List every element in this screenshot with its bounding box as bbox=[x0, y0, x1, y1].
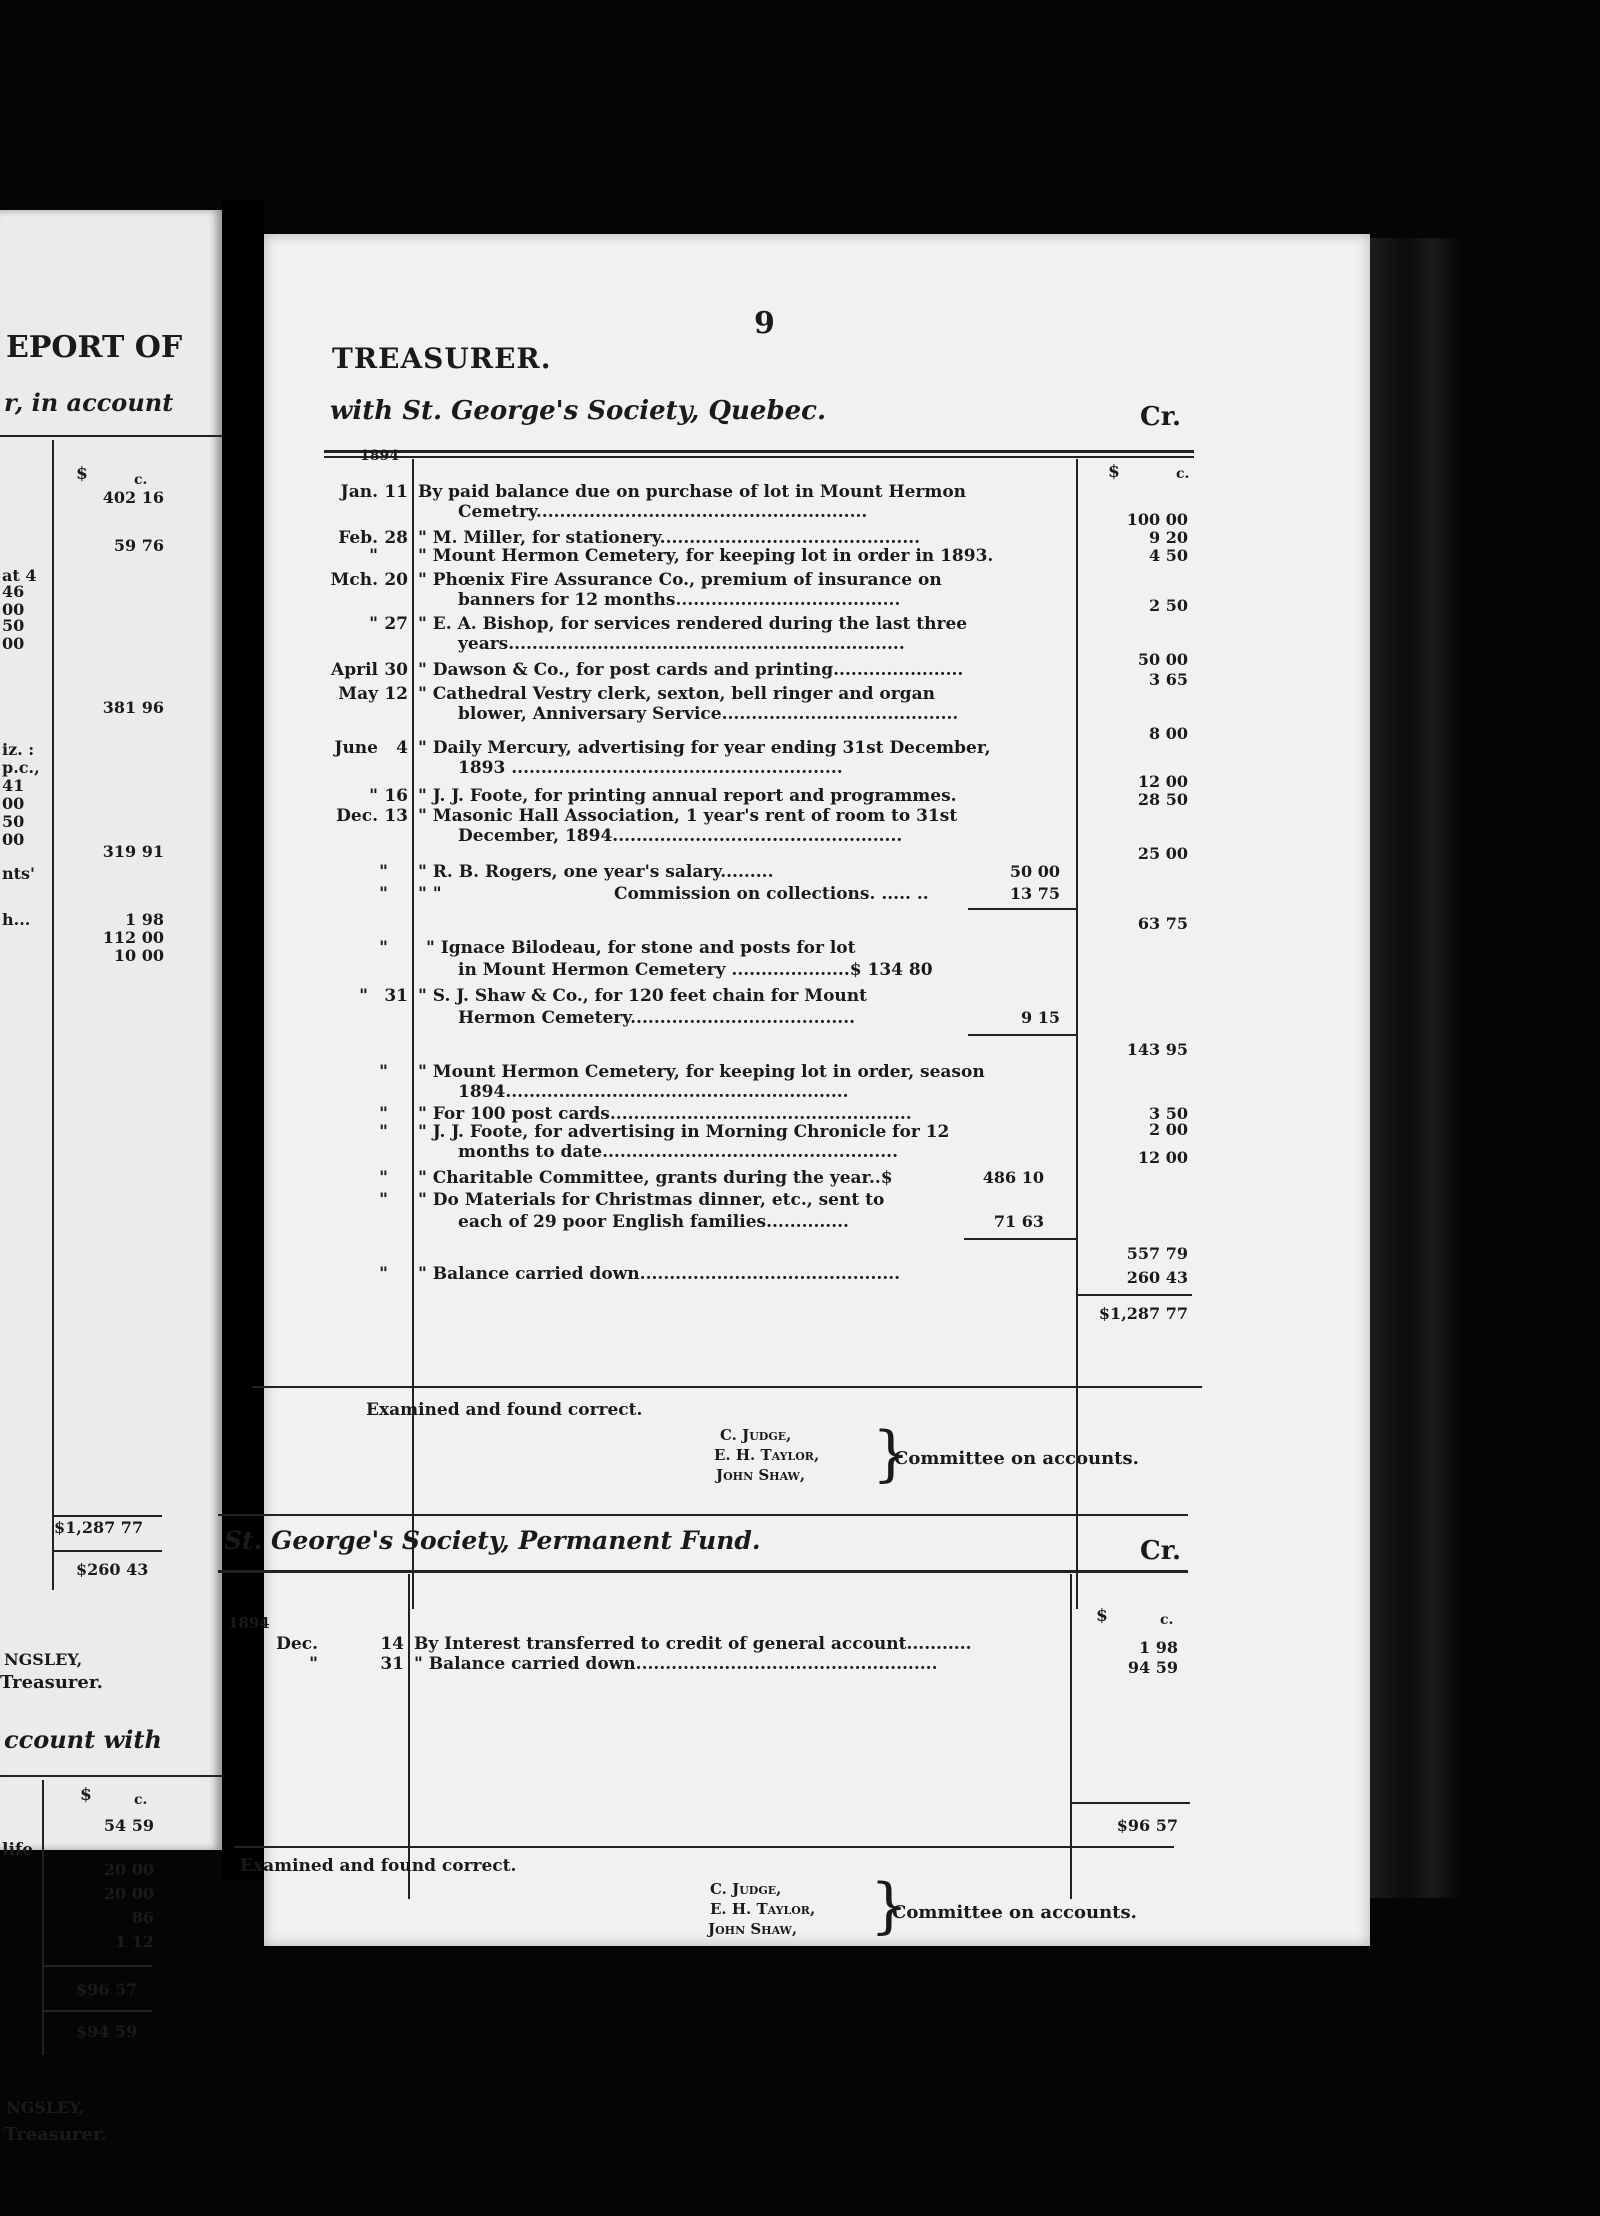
treasurer-heading: TREASURER. bbox=[332, 342, 552, 375]
entry-day: 30 bbox=[384, 660, 408, 680]
section2-col-cents: c. bbox=[1160, 1612, 1174, 1628]
entry-day: 12 bbox=[384, 684, 408, 704]
left-stub-text: 50 bbox=[2, 616, 25, 635]
entry-amount: 25 00 bbox=[1137, 844, 1188, 863]
left-amount: 381 96 bbox=[102, 698, 164, 717]
entry-amount: 2 00 bbox=[1149, 1120, 1188, 1139]
shaw-line-2: Hermon Cemetery...................................... bbox=[458, 1008, 856, 1028]
charitable-total: 557 79 bbox=[1126, 1244, 1188, 1263]
left-stub-text: at 4 bbox=[2, 566, 37, 585]
entry-description: banners for 12 months...................................... bbox=[458, 590, 901, 610]
left-stub-text: nts' bbox=[2, 864, 35, 883]
section1-cr: Cr. bbox=[1140, 402, 1182, 432]
left-col-dollar: $ bbox=[76, 464, 88, 484]
left-amount: 10 00 bbox=[113, 946, 164, 965]
entry-month: Jan. bbox=[340, 482, 378, 502]
ditto-mark: " bbox=[379, 1062, 388, 1082]
shaw-amount: 9 15 bbox=[1021, 1008, 1060, 1027]
charitable-amount: 486 10 bbox=[982, 1168, 1044, 1187]
left-stub-text: iz. : bbox=[2, 740, 35, 759]
grand-total: $1,287 77 bbox=[1098, 1304, 1188, 1323]
section2-committee-member-2: E. H. Taylor, bbox=[710, 1900, 816, 1918]
entry-day: 27 bbox=[384, 614, 408, 634]
left-amount: 1 98 bbox=[125, 910, 164, 929]
entry-description: 1894.......................................................... bbox=[458, 1082, 849, 1102]
entry-description: December, 1894................................................. bbox=[458, 826, 903, 846]
left-amount: 112 00 bbox=[102, 928, 164, 947]
entry-month: " bbox=[369, 614, 378, 634]
section2-total: $96 57 bbox=[1116, 1816, 1178, 1835]
section2-committee-member-3: John Shaw, bbox=[708, 1920, 798, 1938]
left-stub-text: 41 bbox=[2, 776, 25, 795]
entry-description: " Cathedral Vestry clerk, sexton, bell ringer and organ bbox=[418, 684, 935, 704]
entry-day: 13 bbox=[384, 806, 408, 826]
left-col-cents: c. bbox=[134, 472, 148, 488]
bilodeau-shaw-total: 143 95 bbox=[1126, 1040, 1188, 1059]
entry-description: By Interest transferred to credit of general account........... bbox=[414, 1634, 972, 1654]
entry-month: Mch. bbox=[330, 570, 378, 590]
entry-month: Dec. bbox=[336, 806, 378, 826]
shaw-day: 31 bbox=[384, 986, 408, 1006]
left-lower-amount: 20 00 bbox=[103, 1860, 154, 1879]
entry-amount: 8 00 bbox=[1149, 724, 1188, 743]
entry-month: June bbox=[334, 738, 378, 758]
entry-amount: 28 50 bbox=[1137, 790, 1188, 809]
committee-brace: } bbox=[872, 1419, 911, 1489]
rogers-line-2-ditto: " " bbox=[418, 884, 442, 904]
left-stub-text: 50 bbox=[2, 812, 25, 831]
section2-committee-label: Committee on accounts. bbox=[892, 1902, 1137, 1923]
ditto-mark: " bbox=[379, 1264, 388, 1284]
left-signer-1-title: Treasurer. bbox=[0, 1672, 103, 1693]
shaw-line-1: " S. J. Shaw & Co., for 120 feet chain for Mount bbox=[418, 986, 868, 1006]
entry-description: " Masonic Hall Association, 1 year's rent of room to 31st bbox=[418, 806, 958, 826]
entry-description: 1893 ........................................................ bbox=[458, 758, 843, 778]
charitable-line-3: each of 29 poor English families.............. bbox=[458, 1212, 849, 1232]
right-page bbox=[224, 234, 1370, 1946]
left-stub-text: 00 bbox=[2, 600, 25, 619]
entry-description: blower, Anniversary Service........................................ bbox=[458, 704, 959, 724]
entry-amount: 12 00 bbox=[1137, 772, 1188, 791]
entry-month: " bbox=[369, 786, 378, 806]
left-amount: 402 16 bbox=[102, 488, 164, 507]
entry-amount: 9 20 bbox=[1149, 528, 1188, 547]
committee-member-2: E. H. Taylor, bbox=[714, 1446, 820, 1464]
left-signer-2-title: Treasurer. bbox=[4, 2124, 107, 2145]
section1-col-dollar: $ bbox=[1108, 462, 1120, 482]
left-signer-1: NGSLEY, bbox=[4, 1650, 83, 1669]
entry-description: " Daily Mercury, advertising for year ending 31st December, bbox=[418, 738, 991, 758]
entry-month: April bbox=[331, 660, 378, 680]
entry-amount: 94 59 bbox=[1127, 1658, 1178, 1677]
section2-committee-brace: } bbox=[870, 1871, 909, 1941]
left-lower-amount: 20 00 bbox=[103, 1884, 154, 1903]
entry-description: years................................................................... bbox=[458, 634, 905, 654]
section2-year: 1894 bbox=[228, 1614, 270, 1632]
ditto-mark: " bbox=[379, 1168, 388, 1188]
left-stub-text: 00 bbox=[2, 794, 25, 813]
entry-description: " M. Miller, for stationery............................................ bbox=[418, 528, 921, 548]
left-balance-1: $260 43 bbox=[76, 1560, 149, 1579]
rogers-commission-amount: 13 75 bbox=[1009, 884, 1060, 903]
entry-day: 11 bbox=[384, 482, 408, 502]
entry-amount: 12 00 bbox=[1137, 1148, 1188, 1167]
left-stub-text: h... bbox=[2, 910, 31, 929]
left-lower-amount: 86 bbox=[131, 1908, 154, 1927]
entry-description: " E. A. Bishop, for services rendered during the last three bbox=[418, 614, 968, 634]
entry-month: " bbox=[369, 546, 378, 566]
left-mid-dollar: $ bbox=[80, 1785, 92, 1805]
entry-month: " bbox=[309, 1654, 318, 1674]
left-lower-stub: life bbox=[2, 1840, 34, 1860]
left-stub-text: 00 bbox=[2, 634, 25, 653]
left-total-1: $1,287 77 bbox=[54, 1518, 144, 1537]
entry-description: months to date.................................................. bbox=[458, 1142, 898, 1162]
entry-month: May bbox=[338, 684, 378, 704]
entry-description: " Dawson & Co., for post cards and printing...................... bbox=[418, 660, 964, 680]
section2-subtitle: St. George's Society, Permanent Fund. bbox=[224, 1526, 761, 1555]
section2-committee-member-1: C. Judge, bbox=[710, 1880, 782, 1898]
ditto-mark: " bbox=[379, 884, 388, 904]
rogers-salary-amount: 50 00 bbox=[1009, 862, 1060, 881]
committee-label: Committee on accounts. bbox=[894, 1448, 1139, 1469]
left-header-1: EPORT OF bbox=[6, 330, 183, 365]
entry-amount: 2 50 bbox=[1149, 596, 1188, 615]
left-lower-amount: 1 12 bbox=[115, 1932, 154, 1951]
rogers-line-1: " R. B. Rogers, one year's salary......... bbox=[418, 862, 774, 882]
left-signer-2: NGSLEY, bbox=[6, 2098, 85, 2117]
rogers-total: 63 75 bbox=[1137, 914, 1188, 933]
entry-month: Dec. bbox=[276, 1634, 318, 1654]
entry-description: By paid balance due on purchase of lot in Mount Hermon bbox=[418, 482, 967, 502]
entry-amount: 3 50 bbox=[1149, 1104, 1188, 1123]
rogers-line-2: Commission on collections. ..... .. bbox=[614, 884, 929, 904]
left-stub-text: p.c., bbox=[2, 758, 40, 777]
left-total-2: $96 57 bbox=[76, 1980, 138, 1999]
entry-description: " Phœnix Fire Assurance Co., premium of insurance on bbox=[418, 570, 942, 590]
left-page bbox=[0, 210, 222, 2145]
bilodeau-line-2: in Mount Hermon Cemetery ....................$ 134 80 bbox=[458, 960, 933, 980]
committee-member-1: C. Judge, bbox=[720, 1426, 792, 1444]
left-amount: 59 76 bbox=[113, 536, 164, 555]
entry-description: " For 100 post cards................................................... bbox=[418, 1104, 912, 1124]
section1-year: 1894 bbox=[360, 448, 399, 464]
left-balance-2: $94 59 bbox=[76, 2022, 138, 2041]
entry-description: Cemetry........................................................ bbox=[458, 502, 868, 522]
entry-day: 28 bbox=[384, 528, 408, 548]
entry-day: 16 bbox=[384, 786, 408, 806]
balance-amount: 260 43 bbox=[1126, 1268, 1188, 1287]
left-amount: 319 91 bbox=[102, 842, 164, 861]
entry-amount: 3 65 bbox=[1149, 670, 1188, 689]
left-stub-text: 00 bbox=[2, 830, 25, 849]
left-mid-cents: c. bbox=[134, 1792, 148, 1808]
entry-day: 20 bbox=[384, 570, 408, 590]
balance-line: " Balance carried down............................................ bbox=[418, 1264, 901, 1284]
entry-amount: 50 00 bbox=[1137, 650, 1188, 669]
section2-col-dollar: $ bbox=[1096, 1606, 1108, 1626]
section2-cr: Cr. bbox=[1140, 1536, 1182, 1566]
entry-description: " Mount Hermon Cemetery, for keeping lot in order in 1893. bbox=[418, 546, 994, 566]
section1-col-cents: c. bbox=[1176, 466, 1190, 482]
entry-description: " Balance carried down................................................... bbox=[414, 1654, 938, 1674]
charitable-line-2: " Do Materials for Christmas dinner, etc., sent to bbox=[418, 1190, 885, 1210]
entry-description: " Mount Hermon Cemetery, for keeping lot in order, season bbox=[418, 1062, 985, 1082]
left-header-2: r, in account bbox=[4, 388, 174, 417]
bilodeau-line-1: " Ignace Bilodeau, for stone and posts for lot bbox=[426, 938, 856, 958]
left-header-3: ccount with bbox=[4, 1725, 162, 1754]
left-stub-text: 46 bbox=[2, 582, 25, 601]
ditto-mark: " bbox=[379, 862, 388, 882]
entry-amount: 4 50 bbox=[1149, 546, 1188, 565]
section1-subtitle: with St. George's Society, Quebec. bbox=[330, 396, 827, 426]
entry-description: " J. J. Foote, for printing annual report and programmes. bbox=[418, 786, 957, 806]
entry-day: 14 bbox=[380, 1634, 404, 1654]
page-edge-shadow bbox=[1370, 238, 1460, 1898]
page-number: 9 bbox=[754, 306, 775, 341]
entry-day: 4 bbox=[396, 738, 408, 758]
entry-amount: 100 00 bbox=[1126, 510, 1188, 529]
left-lower-amount: 54 59 bbox=[103, 1816, 154, 1835]
ditto-mark: " bbox=[379, 938, 388, 958]
ditto-mark: " bbox=[359, 986, 368, 1006]
ditto-mark: " bbox=[379, 1190, 388, 1210]
charitable-line-1: " Charitable Committee, grants during the year..$ bbox=[418, 1168, 893, 1188]
ditto-mark: " bbox=[379, 1104, 388, 1124]
entry-day: 31 bbox=[380, 1654, 404, 1674]
ditto-mark: " bbox=[379, 1122, 388, 1142]
committee-member-3: John Shaw, bbox=[716, 1466, 806, 1484]
entry-amount: 1 98 bbox=[1139, 1638, 1178, 1657]
christmas-amount: 71 63 bbox=[993, 1212, 1044, 1231]
entry-description: " J. J. Foote, for advertising in Morning Chronicle for 12 bbox=[418, 1122, 950, 1142]
section2-examined: Examined and found correct. bbox=[240, 1856, 517, 1876]
entry-month: Feb. bbox=[338, 528, 378, 548]
section1-examined: Examined and found correct. bbox=[366, 1400, 643, 1420]
